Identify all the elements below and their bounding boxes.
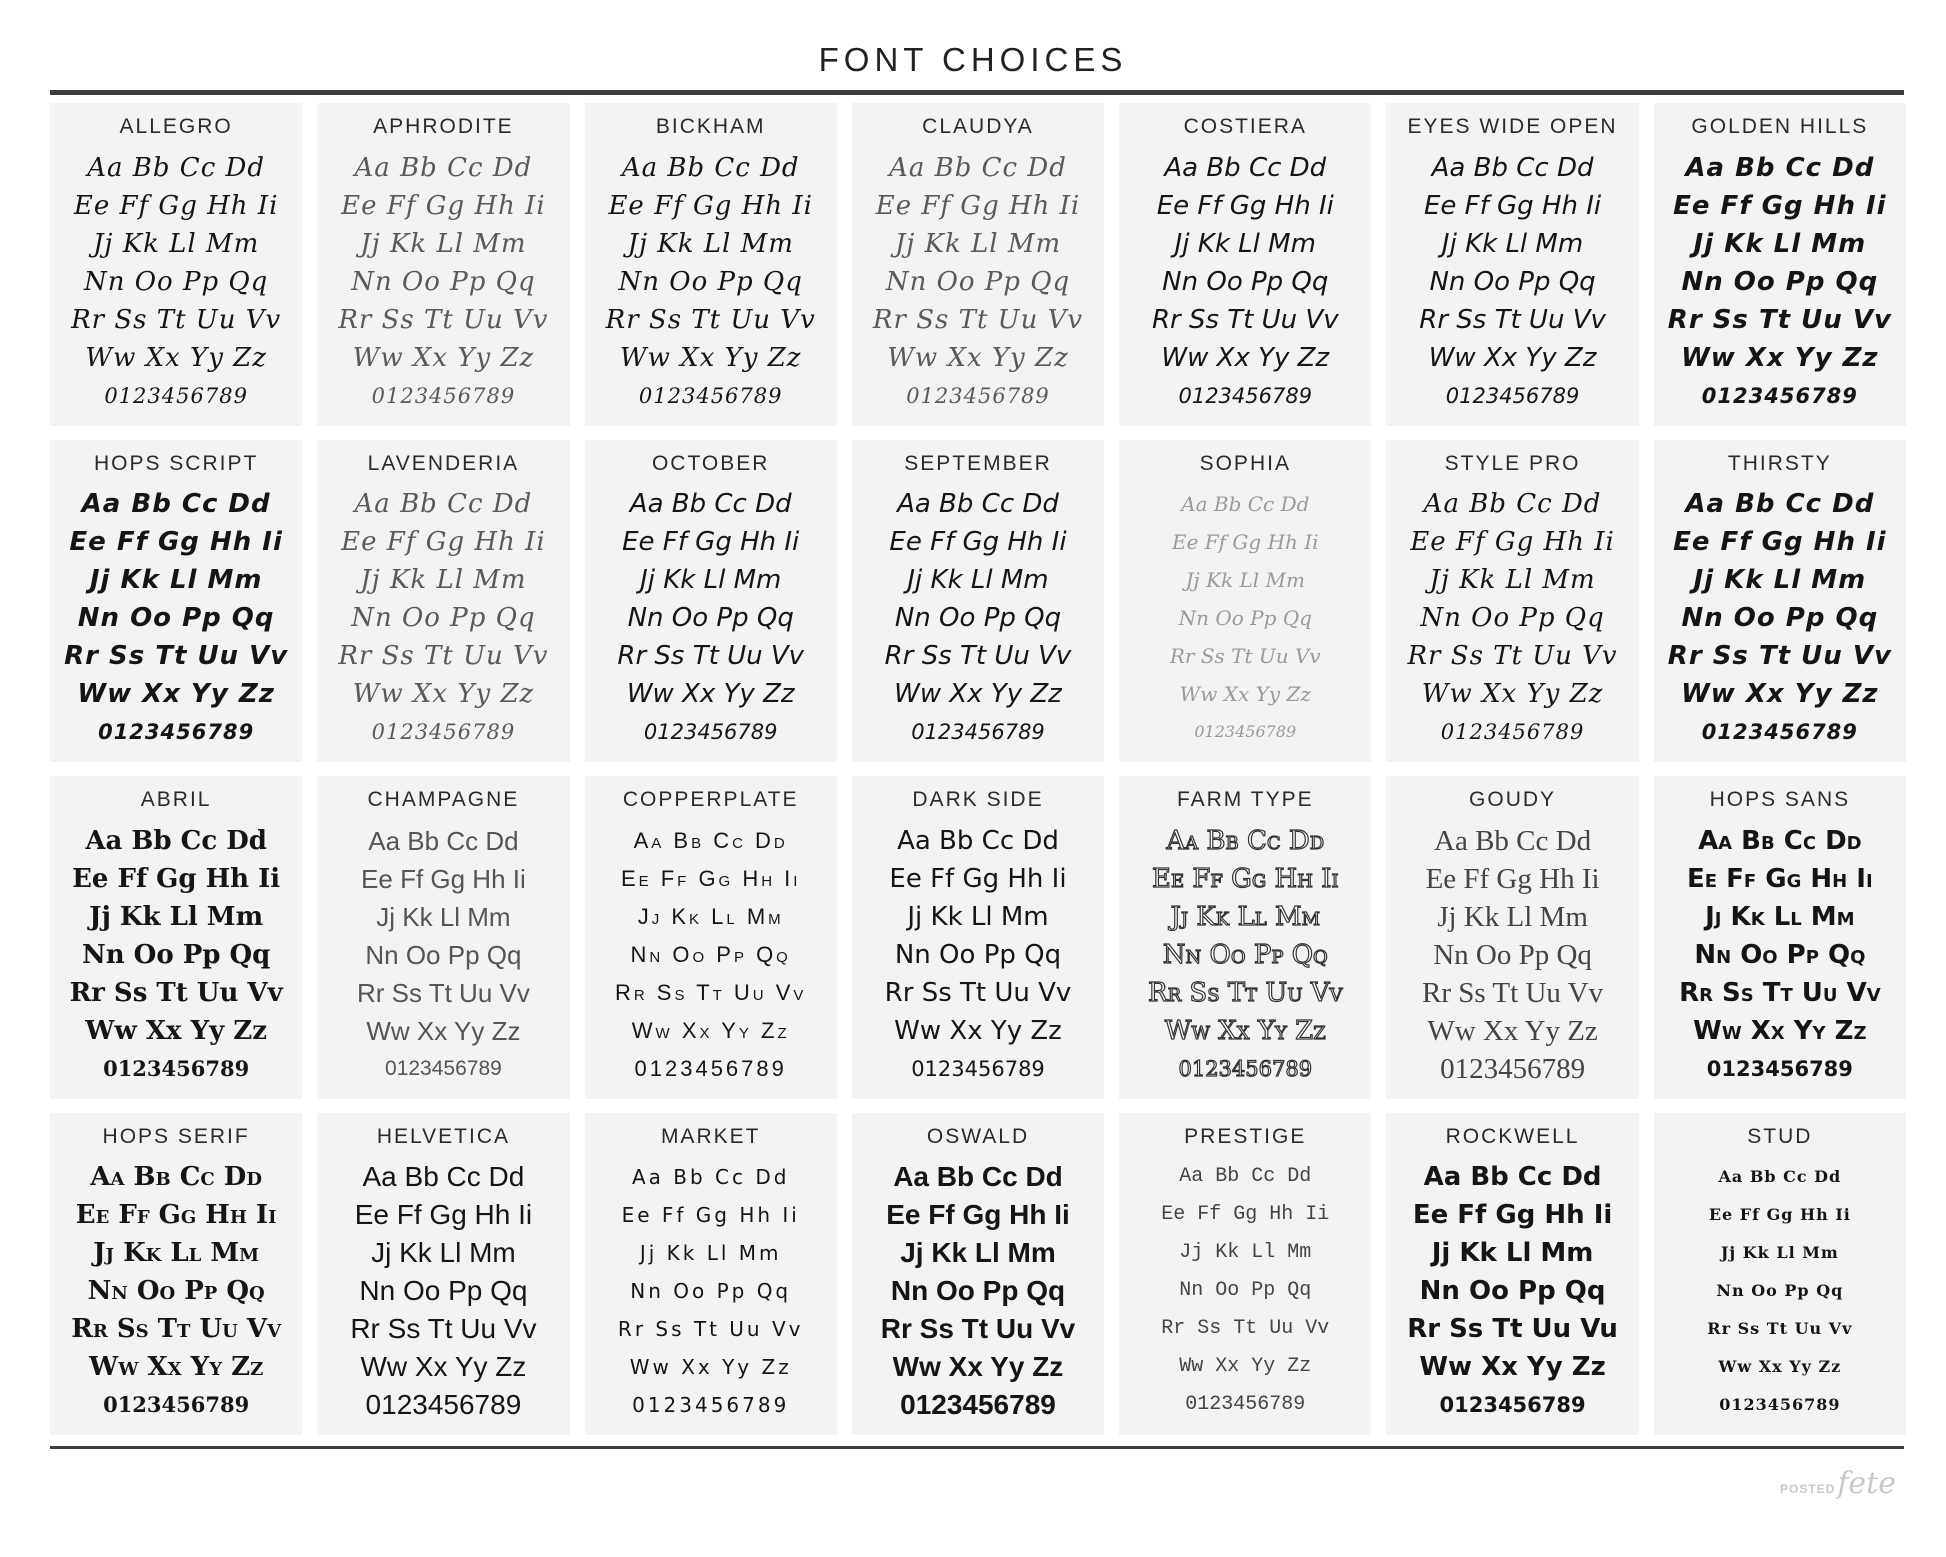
sample-line: Aa Bb Cc Dd [81,489,271,520]
sample-line: Aa Bb Cc Dd [1685,152,1875,183]
sample-line: Rr Ss Tt Uu Vv [1679,977,1881,1008]
font-grid [50,103,1906,1435]
font-sample [1654,817,1906,1099]
sample-line: Ww Xx Yy Zz [892,1351,1064,1383]
sample-line: Ee Ff Gg Hh Ii [341,190,546,221]
brand-logo [1780,1466,1896,1506]
font-card [852,103,1104,426]
sample-line: Jj Kk Ll Mm [1705,901,1855,932]
sample-digits: 0123456789 [906,383,1050,408]
sample-line: Nn Oo Pp Qq [1178,606,1312,631]
sample-line: Jj Kk Ll Mm [93,1238,260,1269]
sample-line: Ww Xx Yy Zz [626,679,795,710]
font-name: EYES WIDE OPEN [1407,115,1618,138]
sample-line: Ww Xx Yy Zz [887,342,1069,373]
font-sample [317,481,569,763]
sample-line: Ee Ff Gg Hh Ii [1673,527,1887,558]
sample-line: Ww Xx Yy Zz [1428,342,1597,373]
font-card [50,103,302,426]
font-card [317,776,569,1099]
sample-line: Aa Bb Cc Dd [354,489,533,520]
sample-line: Nn Oo Pp Qq [1162,939,1328,970]
sample-line: Jj Kk Ll Mm [1174,228,1316,259]
sample-line: Nn Oo Pp Qq [1681,603,1879,634]
font-card [852,440,1104,763]
sample-line: Jj Kk Ll Mm [907,901,1049,932]
sample-line: Ww Xx Yy Zz [1421,679,1604,710]
sample-line: Jj Kk Ll Mm [1170,901,1321,932]
sample-line: Rr Ss Tt Uu Vv [338,641,549,672]
sample-line: Rr Ss Tt Uu Vv [350,1313,537,1345]
font-sample [1654,481,1906,763]
sample-line: Ww Xx Yy Zz [1427,1014,1598,1047]
sample-line: Ww Xx Yy Zz [1681,342,1879,373]
sample-line: Nn Oo Pp Qq [351,603,536,634]
sample-line: Jj Kk Ll Mm [376,901,511,932]
font-card [1119,103,1371,426]
font-sample [50,817,302,1099]
font-name: GOLDEN HILLS [1691,115,1869,138]
font-name: SOPHIA [1199,451,1291,475]
sample-line: Nn Oo Pp Qq [1420,603,1605,634]
font-card [1386,440,1638,763]
sample-line: Nn Oo Pp Qq [1162,266,1329,297]
sample-line: Nn Oo Pp Qq [1429,266,1596,297]
sample-line: Aa Bb Cc Dd [354,152,533,183]
sample-digits: 0123456789 [638,383,783,408]
sample-digits: 0123456789 [1185,1393,1306,1417]
sample-line: Nn Oo Pp Qq [359,1275,528,1307]
sample-line: Ee Ff Gg Hh Ii [1151,863,1339,894]
sample-line: Ww Xx Yy Zz [85,1015,268,1046]
sample-digits: 0123456789 [385,1056,502,1080]
sample-line: Jj Kk Ll Mm [900,1237,1056,1269]
sample-line: Rr Ss Tt Uu Vv [338,304,549,335]
sample-line: Nn Oo Pp Qq [1716,1281,1844,1301]
font-card [1386,1113,1638,1436]
sample-line: Ee Ff Gg Hh Ii [341,527,546,558]
font-sample [1119,144,1371,426]
sample-line: Aa Bb Cc Dd [1434,824,1592,857]
sample-line: Aa Bb Cc Dd [362,1161,525,1193]
sample-digits: 0123456789 [643,720,778,745]
sample-line: Ww Xx Yy Zz [1718,1357,1842,1377]
sample-line: Aa Bb Cc Dd [897,825,1059,856]
sample-line: Ee Ff Gg Hh Ii [875,190,1081,221]
sample-digits: 0123456789 [1440,1052,1586,1085]
font-card [1386,776,1638,1099]
sample-line: Jj Kk Ll Mm [92,228,260,259]
sample-line: Ee Ff Gg Hh Ii [622,527,800,558]
sample-digits: 0123456789 [1701,720,1858,745]
sample-line: Ww Xx Yy Zz [1681,679,1879,710]
sample-digits: 0123456789 [632,1393,790,1418]
font-card [1119,1113,1371,1436]
bottom-divider [50,1446,1904,1449]
sample-line: Rr Ss Tt Uu Vv [884,641,1072,672]
sample-line: Nn Oo Pp Qq [894,939,1062,970]
sample-line: Rr Ss Tt Uu Vv [356,977,530,1008]
sample-line: Ee Ff Gg Hh Ii [1708,1205,1851,1225]
sample-line: Aa Bb Cc Dd [889,152,1067,183]
sample-line: Rr Ss Tt Uu Vv [617,641,805,672]
sample-line: Nn Oo Pp Qq [630,1279,792,1304]
sample-line: Aa Bb Cc Dd [1181,492,1310,517]
font-card [50,440,302,763]
sample-line: Rr Ss Tt Uu Vv [872,304,1084,335]
sample-line: Nn Oo Pp Qq [83,266,269,297]
font-sample [1386,1154,1638,1436]
font-name: THIRSTY [1727,451,1832,475]
font-card [852,776,1104,1099]
sample-line: Aa Bb Cc Dd [893,1161,1063,1193]
sample-digits: 0123456789 [1440,720,1585,745]
sample-line: Jj Kk Ll Mm [639,1241,782,1266]
sample-line: Jj Kk Ll Mm [1179,1241,1312,1265]
sample-line: Ee Ff Gg Hh Ii [361,863,526,894]
sample-line: Jj Kk Ll Mm [637,903,784,929]
sample-line: Aa Bb Cc Dd [1423,489,1602,520]
font-card [585,776,837,1099]
sample-line: Jj Kk Ll Mm [89,901,264,932]
font-card [1119,440,1371,763]
font-sample [1654,144,1906,426]
font-name: OCTOBER [651,451,770,475]
font-name: ROCKWELL [1445,1124,1580,1148]
sample-line: Aa Bb Cc Dd [368,825,519,856]
sample-line: Ww Xx Yy Zz [366,1015,521,1046]
sample-line: Jj Kk Ll Mm [1185,568,1306,593]
sample-line: Aa Bb Cc Dd [1166,825,1325,856]
font-sample [852,1154,1104,1436]
font-name: HOPS SANS [1709,788,1851,811]
sample-line: Ee Ff Gg Hh Ii [886,1199,1070,1231]
sample-line: Ee Ff Gg Hh Ii [1425,862,1600,895]
sample-line: Rr Ss Tt Uu Vv [69,977,283,1008]
sample-line: Rr Ss Tt Uu Vv [71,304,282,335]
sample-line: Ee Ff Gg Hh Ii [1156,190,1334,221]
sample-line: Ww Xx Yy Zz [77,679,275,710]
sample-line: Ww Xx Yy Zz [89,1352,264,1383]
font-sample [317,817,569,1099]
font-sample [50,481,302,763]
sample-line: Aa Bb Cc Dd [631,1165,790,1190]
font-name: LAVENDERIA [367,451,520,475]
sample-line: Aa Bb Cc Dd [85,825,267,856]
sample-line: Ee Ff Gg Hh Ii [1161,1203,1330,1227]
sample-line: Rr Ss Tt Uu Vv [1151,304,1339,335]
sample-digits: 0123456789 [1178,1056,1313,1081]
sample-line: Nn Oo Pp Qq [630,941,791,967]
font-sample [852,481,1104,763]
sample-line: Rr Ss Tt Uu Vv [71,1314,282,1345]
font-name: STUD [1747,1124,1813,1148]
font-card [585,440,837,763]
top-divider [50,90,1904,95]
font-card [585,103,837,426]
sample-line: Nn Oo Pp Qq [618,266,803,297]
font-name: OSWALD [926,1124,1030,1148]
sample-digits: 0123456789 [911,720,1045,745]
font-name: MARKET [660,1124,761,1148]
sample-line: Rr Ss Tt Uu Vv [884,977,1072,1008]
sample-line: Ww Xx Yy Zz [1164,1015,1326,1046]
sample-line: Aa Bb Cc Dd [1431,152,1594,183]
font-sample [852,144,1104,426]
sample-line: Aa Bb Cc Dd [1179,1165,1312,1189]
sample-line: Nn Oo Pp Qq [1694,939,1866,970]
sample-digits: 0123456789 [371,720,516,745]
font-sample [585,817,837,1099]
font-name: HOPS SCRIPT [93,451,259,475]
font-sample [317,144,569,426]
font-sample [1386,817,1638,1099]
sample-line: Ee Ff Gg Hh Ii [354,1199,533,1231]
sample-digits: 0123456789 [365,1389,522,1421]
sample-line: Ww Xx Yy Zz [352,679,535,710]
sample-line: Rr Ss Tt Uu Vv [1707,1319,1853,1339]
sample-line: Ee Ff Gg Hh Ii [73,190,279,221]
sample-digits: 0123456789 [1701,383,1858,408]
font-sample [585,144,837,426]
sample-digits: 0123456789 [103,1055,250,1081]
sample-line: Rr Ss Tt Uu Vv [1148,977,1343,1008]
font-card [317,1113,569,1436]
sample-line: Ww Xx Yy Zz [1179,682,1311,707]
font-card [1654,1113,1906,1436]
sample-line: Nn Oo Pp Qq [1433,938,1592,971]
font-name: APHRODITE [373,115,514,138]
sample-line: Ww Xx Yy Zz [85,342,267,373]
font-name: SEPTEMBER [904,451,1052,475]
sample-line: Ee Ff Gg Hh Ii [69,527,283,558]
font-sample [50,1154,302,1436]
sample-line: Ww Xx Yy Zz [1179,1355,1312,1379]
font-card [317,440,569,763]
sample-line: Rr Ss Tt Uu Vv [1407,641,1618,672]
font-name: CHAMPAGNE [367,788,520,811]
font-name: PRESTIGE [1184,1124,1307,1148]
sample-line: Ww Xx Yy Zz [631,1017,790,1043]
font-name: COSTIERA [1183,115,1307,138]
sample-line: Ww Xx Yy Zz [1419,1352,1606,1383]
font-sample [50,144,302,426]
sample-line: Nn Oo Pp Qq [351,266,536,297]
sample-line: Ee Ff Gg Hh Ii [1687,863,1873,894]
font-name: FARM TYPE [1176,788,1314,811]
sample-digits: 0123456789 [1719,1395,1841,1415]
sample-line: Rr Ss Tt Uu Vv [1161,1317,1330,1341]
logo-text-small: POSTED [1779,1482,1836,1496]
sample-line: Ww Xx Yy Zz [1161,342,1330,373]
sample-line: Aa Bb Cc Dd [633,827,788,853]
sample-line: Nn Oo Pp Qq [1681,266,1879,297]
sample-line: Aa Bb Cc Dd [897,489,1059,520]
font-name: ALLEGRO [119,115,233,138]
sample-digits: 0123456789 [634,1055,787,1081]
font-name: HELVETICA [376,1124,510,1148]
sample-line: Ee Ff Gg Hh Ii [1410,527,1615,558]
sample-line: Rr Ss Tt Uu Vv [1667,304,1892,335]
font-name: DARK SIDE [912,788,1044,811]
sample-line: Ww Xx Yy Zz [894,1015,1062,1046]
sample-line: Jj Kk Ll Mm [1441,228,1584,259]
sample-line: Ee Ff Gg Hh Ii [1412,1200,1613,1231]
sample-line: Jj Kk Ll Mm [1437,900,1588,933]
sample-line: Ww Xx Yy Zz [352,342,535,373]
sample-line: Ww Xx Yy Zz [894,679,1062,710]
sample-line: Aa Bb Cc Dd [1685,489,1875,520]
sample-line: Nn Oo Pp Qq [87,1276,265,1307]
sample-line: Ee Ff Gg Hh Ii [889,863,1067,894]
sample-line: Ee Ff Gg Hh Ii [1172,530,1319,555]
sample-line: Aa Bb Cc Dd [1423,1162,1602,1193]
sample-line: Rr Ss Tt Uu Vu [1407,1314,1618,1345]
font-sample [317,1154,569,1436]
sample-digits: 0123456789 [104,383,248,408]
sample-line: Aa Bb Cc Dd [1698,825,1862,856]
sample-digits: 0123456789 [900,1389,1056,1421]
font-sample [585,481,837,763]
sample-line: Rr Ss Tt Uu Vv [1419,304,1606,335]
sample-line: Nn Oo Pp Qq [894,603,1062,634]
font-sample [1386,481,1638,763]
font-name: HOPS SERIF [102,1124,250,1148]
sample-digits: 0123456789 [1194,722,1297,742]
sample-digits: 0123456789 [1445,383,1580,408]
sample-line: Jj Kk Ll Mm [1720,1243,1839,1263]
sample-line: Rr Ss Tt Uu Vv [1169,644,1321,669]
sample-line: Nn Oo Pp Qq [885,266,1071,297]
sample-line: Ee Ff Gg Hh Ii [620,865,801,891]
sample-line: Jj Kk Ll Mm [1693,565,1867,596]
sample-line: Ee Ff Gg Hh Ii [889,527,1067,558]
sample-line: Nn Oo Pp Qq [77,603,275,634]
sample-line: Jj Kk Ll Mm [89,565,263,596]
font-name: BICKHAM [655,115,766,138]
font-name: CLAUDYA [922,115,1034,138]
font-card [1654,440,1906,763]
page-title: FONT CHOICES [818,41,1128,78]
sample-line: Rr Ss Tt Uu Vv [1667,641,1892,672]
font-sample [1654,1154,1906,1436]
sample-line: Ee Ff Gg Hh Ii [1423,190,1602,221]
sample-digits: 0123456789 [1439,1393,1586,1418]
sample-line: Nn Oo Pp Qq [365,939,522,970]
sample-line: Ee Ff Gg Hh Ii [1673,190,1887,221]
sample-line: Jj Kk Ll Mm [894,228,1062,259]
sample-line: Rr Ss Tt Uu Vv [1422,976,1604,1009]
font-card [50,776,302,1099]
sample-line: Ww Xx Yy Zz [360,1351,527,1383]
sample-digits: 0123456789 [98,720,255,745]
sample-line: Ee Ff Gg Hh Ii [621,1203,800,1228]
font-sample [1119,481,1371,763]
sample-line: Jj Kk Ll Mm [640,565,782,596]
font-name: COPPERPLATE [622,788,799,811]
font-card [852,1113,1104,1436]
sample-line: Jj Kk Ll Mm [1429,565,1596,596]
sample-digits: 0123456789 [1706,1056,1853,1081]
sample-line: Nn Oo Pp Qq [81,939,271,970]
font-card [1654,776,1906,1099]
sample-line: Jj Kk Ll Mm [1693,228,1867,259]
font-card [1119,776,1371,1099]
sample-line: Aa Bb Cc Dd [90,1162,262,1193]
sample-line: Rr Ss Tt Uu Vv [614,979,807,1005]
font-name: ABRIL [140,788,212,811]
font-card [317,103,569,426]
font-card [50,1113,302,1436]
sample-line: Jj Kk Ll Mm [907,565,1049,596]
font-sample [852,817,1104,1099]
sample-line: Rr Ss Tt Uu Vv [880,1313,1076,1345]
font-card [1386,103,1638,426]
sample-digits: 0123456789 [911,1056,1045,1081]
sample-line: Rr Ss Tt Uu Vv [64,641,289,672]
sample-line: Ww Xx Yy Zz [619,342,802,373]
sample-line: Ee Ff Gg Hh Ii [72,863,281,894]
font-name: GOUDY [1469,788,1557,811]
sample-line: Nn Oo Pp Qq [627,603,794,634]
sample-digits: 0123456789 [1178,383,1313,408]
sample-digits: 0123456789 [371,383,516,408]
sample-line: Ww Xx Yy Zz [1693,1015,1867,1046]
font-name: STYLE PRO [1444,451,1581,475]
sample-line: Nn Oo Pp Qq [1419,1276,1606,1307]
sample-line: Jj Kk Ll Mm [360,228,527,259]
sample-line: Jj Kk Ll Mm [627,228,794,259]
font-sample [1386,144,1638,426]
sample-line: Ee Ff Gg Hh Ii [608,190,813,221]
sample-line: Rr Ss Tt Uu Vv [617,1317,804,1342]
sample-line: Jj Kk Ll Mm [360,565,527,596]
font-sample [1119,1154,1371,1436]
sample-line: Aa Bb Cc Dd [621,152,800,183]
sample-line: Ee Ff Gg Hh Ii [75,1200,277,1231]
logo-text-script: fete [1837,1466,1896,1501]
sample-line: Jj Kk Ll Mm [1431,1238,1594,1269]
sample-line: Ww Xx Yy Zz [629,1355,792,1380]
sample-line: Aa Bb Cc Dd [87,152,266,183]
font-card [585,1113,837,1436]
sample-line: Nn Oo Pp Qq [1179,1279,1312,1303]
font-sample [1119,817,1371,1099]
sample-line: Aa Bb Cc Dd [1164,152,1327,183]
sample-line: Aa Bb Cc Dd [629,489,792,520]
sample-line: Nn Oo Pp Qq [890,1275,1066,1307]
sample-digits: 0123456789 [103,1392,250,1418]
font-sample [585,1154,837,1436]
sample-line: Rr Ss Tt Uu Vv [605,304,816,335]
sample-line: Jj Kk Ll Mm [371,1237,516,1269]
font-card [1654,103,1906,426]
sample-line: Aa Bb Cc Dd [1718,1167,1842,1187]
